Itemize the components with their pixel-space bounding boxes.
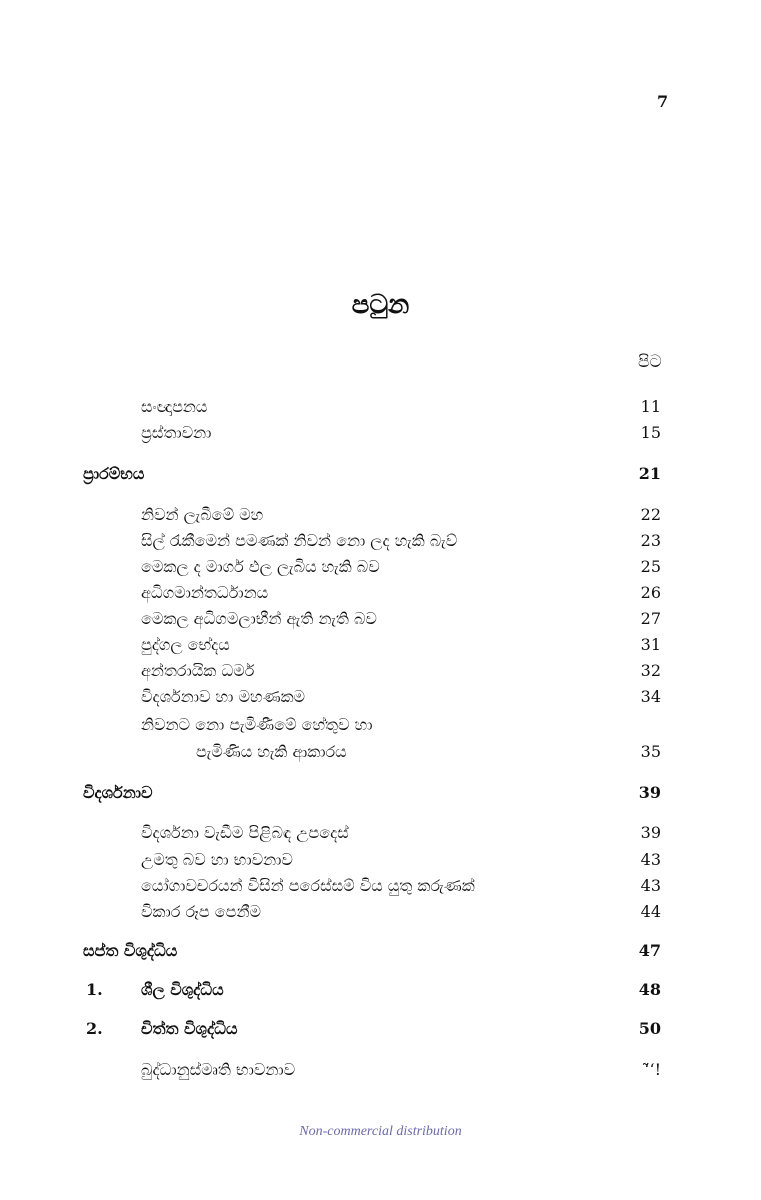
toc-entry — [0, 876, 761, 900]
toc-subsection-marker: 2. — [86, 1019, 103, 1038]
toc-entry-page: 25 — [640, 557, 661, 576]
toc-entry-page: 26 — [640, 583, 661, 602]
toc-entry — [0, 583, 761, 607]
toc-entry — [0, 850, 761, 874]
toc-entry-label: විදර්ශනා වැඩීම පිළිබඳ උපදෙස් — [141, 823, 349, 842]
toc-entry — [0, 902, 761, 926]
toc-entry-label: පැමිණිය හැකි ආකාරය — [196, 742, 347, 761]
footer-notice: Non-commercial distribution — [299, 1124, 462, 1139]
toc-entry-label: විකාර රූප පෙනීම — [141, 902, 262, 921]
toc-section-label: සප්ත විශුද්ධිය — [83, 941, 178, 960]
toc-entry-label: මෙකල අධිගමලාභීන් ඇති නැති බව — [141, 609, 377, 628]
toc-subsection-label: චිත්ත විශුද්ධිය — [141, 1019, 238, 1038]
toc-entry-label: බුද්ධානුස්මෘති භාවනාව — [141, 1060, 296, 1079]
toc-entry — [0, 823, 761, 847]
toc-entry-label: ප්‍රස්තාවනා — [141, 423, 212, 442]
toc-entry-label: මෙකල ද මාර්ග ඵල ලැබිය හැකි බව — [141, 557, 380, 576]
toc-entry-label: විදර්ශනාව හා මහණකම — [141, 687, 306, 706]
toc-entry-page: 32 — [640, 661, 661, 680]
toc-entry-label: සිල් රැකීමෙන් පමණක් නිවන් නො ලද හැකි බැව් — [141, 531, 458, 550]
toc-entry — [0, 715, 761, 739]
toc-entry-label: යෝගාවචරයන් විසින් පරෙස්සම් විය යුතු කරුණක් — [141, 876, 475, 895]
toc-entry — [0, 1060, 761, 1084]
toc-entry-page: 23 — [640, 531, 661, 550]
toc-entry-page: 43 — [640, 850, 661, 869]
toc-entry — [0, 609, 761, 633]
toc-subsection-marker: 1. — [86, 980, 103, 999]
toc-entry-label: අන්තරායික ධර්ම — [141, 661, 255, 680]
toc-subsection — [0, 1019, 761, 1043]
toc-entry-page: 34 — [640, 687, 661, 706]
toc-section — [0, 783, 761, 807]
toc-entry-page: ʻ̃ʻ! — [644, 1060, 661, 1079]
toc-entry-page: 31 — [640, 635, 661, 654]
toc-entry — [0, 423, 761, 447]
toc-section — [0, 464, 761, 488]
toc-section — [0, 941, 761, 965]
toc-entry — [0, 661, 761, 685]
toc-entry — [0, 531, 761, 555]
page-number: 7 — [657, 92, 669, 111]
toc-subsection-page: 50 — [638, 1019, 661, 1038]
toc-entry-page: 44 — [640, 902, 661, 921]
toc-section-page: 47 — [638, 941, 661, 960]
toc-entry-continued — [0, 742, 761, 766]
toc-entry — [0, 397, 761, 421]
toc-entry-page: 35 — [640, 742, 661, 761]
toc-entry — [0, 687, 761, 711]
toc-section-page: 39 — [638, 783, 661, 802]
toc-entry-page: 11 — [640, 397, 661, 416]
toc-section-page: 21 — [638, 464, 661, 483]
toc-section-label: විදර්ශනාව — [83, 783, 153, 802]
toc-subsection-label: ශීල විශුද්ධිය — [141, 980, 224, 999]
toc-entry-page: 43 — [640, 876, 661, 895]
toc-entry — [0, 635, 761, 659]
toc-subsection — [0, 980, 761, 1004]
toc-entry-page: 27 — [640, 609, 661, 628]
page-column-heading: පිට — [638, 352, 662, 372]
toc-entry-label: සංඥාපනය — [141, 397, 208, 416]
toc-entry-label: උමතු බව හා භාවනාව — [141, 850, 293, 869]
toc-entry — [0, 505, 761, 529]
page-title: පටුන — [351, 290, 410, 320]
toc-entry-label: නිවනට නො පැමිණීමේ හේතුව හා — [141, 715, 373, 734]
toc-entry-label: අධිගමාන්තර්ධානය — [141, 583, 269, 602]
toc-entry-label: පුද්ගල භේදය — [141, 635, 230, 654]
toc-entry-page: 15 — [640, 423, 661, 442]
toc-section-label: ප්‍රාරම්භය — [83, 464, 145, 483]
toc-subsection-page: 48 — [638, 980, 661, 999]
toc-entry-page: 22 — [640, 505, 661, 524]
toc-entry-page: 39 — [640, 823, 661, 842]
toc-entry-label: නිවන් ලැබීමේ මහ — [141, 505, 264, 524]
toc-entry — [0, 557, 761, 581]
